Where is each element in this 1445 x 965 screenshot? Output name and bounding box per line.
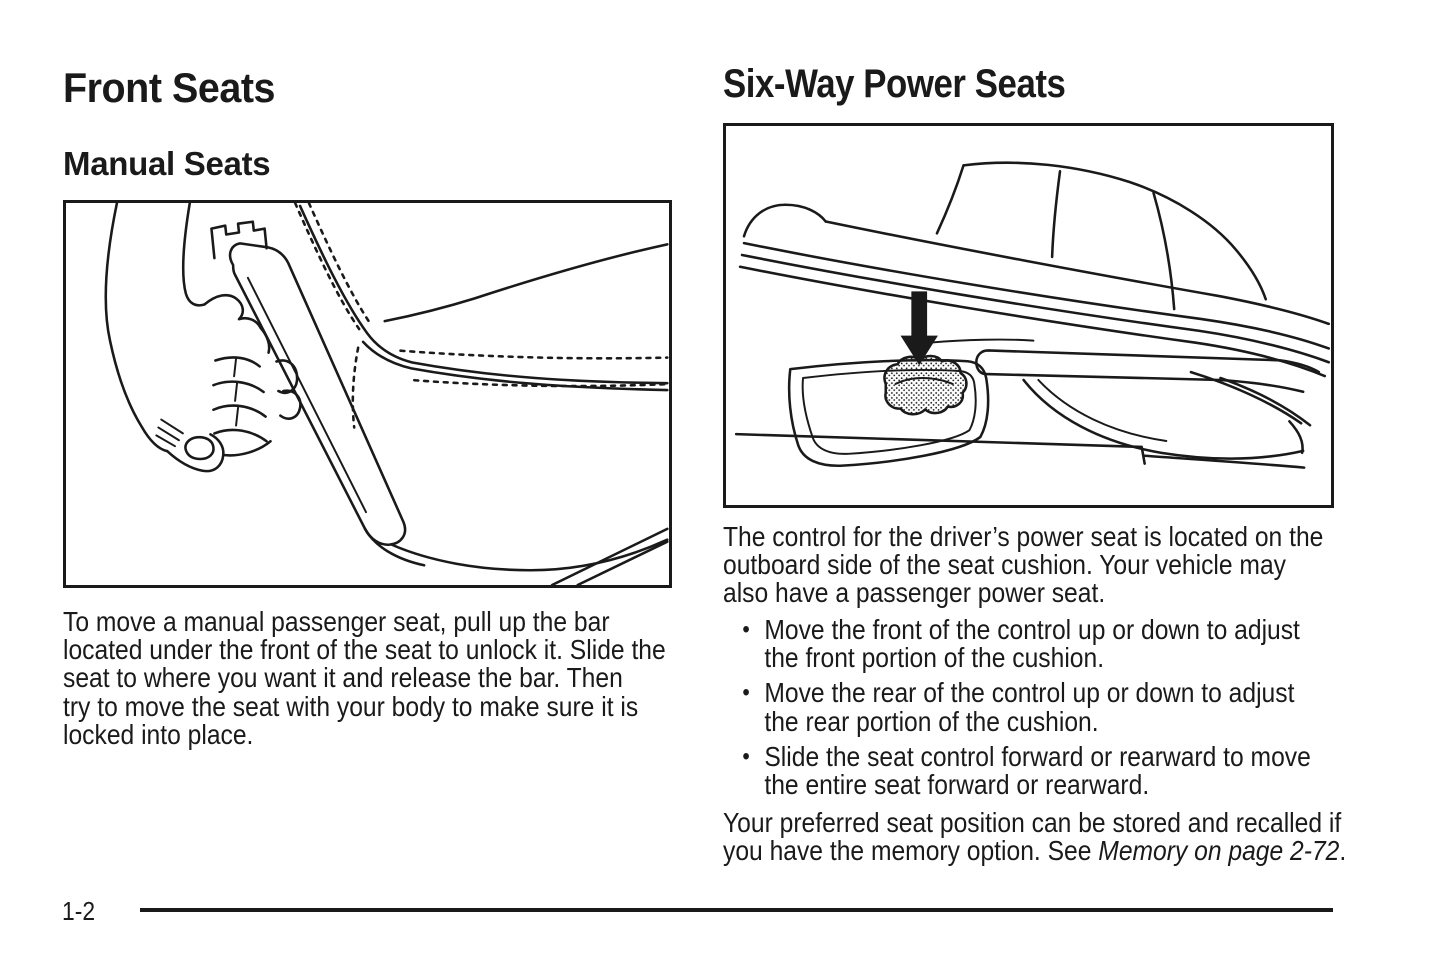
bullet-icon: • <box>742 616 750 643</box>
paragraph-line: located under the front of the seat to unlock it. Slide the <box>63 634 666 666</box>
finger-creases <box>234 359 238 426</box>
seat-cushion-drawing <box>295 203 667 585</box>
paragraph-line: The control for the driver’s power seat is located on the <box>723 521 1324 552</box>
power-seat-illustration <box>723 123 1334 508</box>
paragraph-line: try to move the seat with your body to make sure it is <box>63 690 639 722</box>
list-item <box>723 740 1311 801</box>
finger-lines <box>213 357 266 441</box>
footer-rule <box>140 908 1333 912</box>
bullet-line: Slide the seat control forward or rearward to move <box>764 740 1311 772</box>
power-seat-control-knob <box>885 356 967 414</box>
paragraph-line: you have the memory option. See Memory on page 2-72. <box>723 835 1347 867</box>
paragraph-line: To move a manual passenger seat, pull up the bar <box>63 606 610 637</box>
paragraph-line: Your preferred seat position can be stored and recalled if <box>723 807 1342 838</box>
hand-arm-drawing <box>106 203 301 471</box>
bullet-line: Move the front of the control up or down to adjust <box>764 614 1300 645</box>
bullet-icon: • <box>742 742 750 770</box>
manual-seat-drawing <box>66 203 669 585</box>
page-number: 1-2 <box>62 896 96 926</box>
bullet-line: Move the rear of the control up or down to adjust <box>764 677 1295 709</box>
paragraph-line: seat to where you want it and release the bar. Then <box>63 662 623 694</box>
bullet-line: the front portion of the cushion. <box>764 642 1105 674</box>
bullet-icon: • <box>742 679 750 707</box>
bullet-line: the entire seat forward or rearward. <box>764 769 1150 801</box>
latch-bracket <box>211 222 266 258</box>
power-seats-intro-paragraph <box>723 523 1323 608</box>
thumb-nail <box>185 437 213 459</box>
section-title-front-seats: Front Seats <box>63 64 276 111</box>
paragraph-line: also have a passenger power seat. <box>723 577 1106 609</box>
power-seats-closing-paragraph <box>723 809 1346 865</box>
manual-seats-paragraph <box>63 608 666 749</box>
seat-side-drawing <box>736 163 1329 468</box>
thumb-creases <box>156 420 183 447</box>
bullet-line: the rear portion of the cushion. <box>764 705 1099 737</box>
paragraph-line: locked into place. <box>63 718 254 750</box>
power-seat-drawing <box>726 126 1331 505</box>
list-item <box>723 679 1311 735</box>
manual-seat-illustration <box>63 200 672 588</box>
cross-reference: Memory on page 2-72 <box>1098 835 1340 867</box>
section-title-six-way-power-seats: Six-Way Power Seats <box>723 62 1066 106</box>
subsection-title-manual-seats: Manual Seats <box>63 145 271 182</box>
power-seats-bullet-list <box>723 616 1311 806</box>
floor-line <box>736 434 1304 467</box>
release-bar <box>230 243 405 544</box>
list-item <box>723 616 1311 672</box>
paragraph-line: outboard side of the seat cushion. Your vehicle may <box>723 549 1286 581</box>
fingertips <box>276 360 300 418</box>
